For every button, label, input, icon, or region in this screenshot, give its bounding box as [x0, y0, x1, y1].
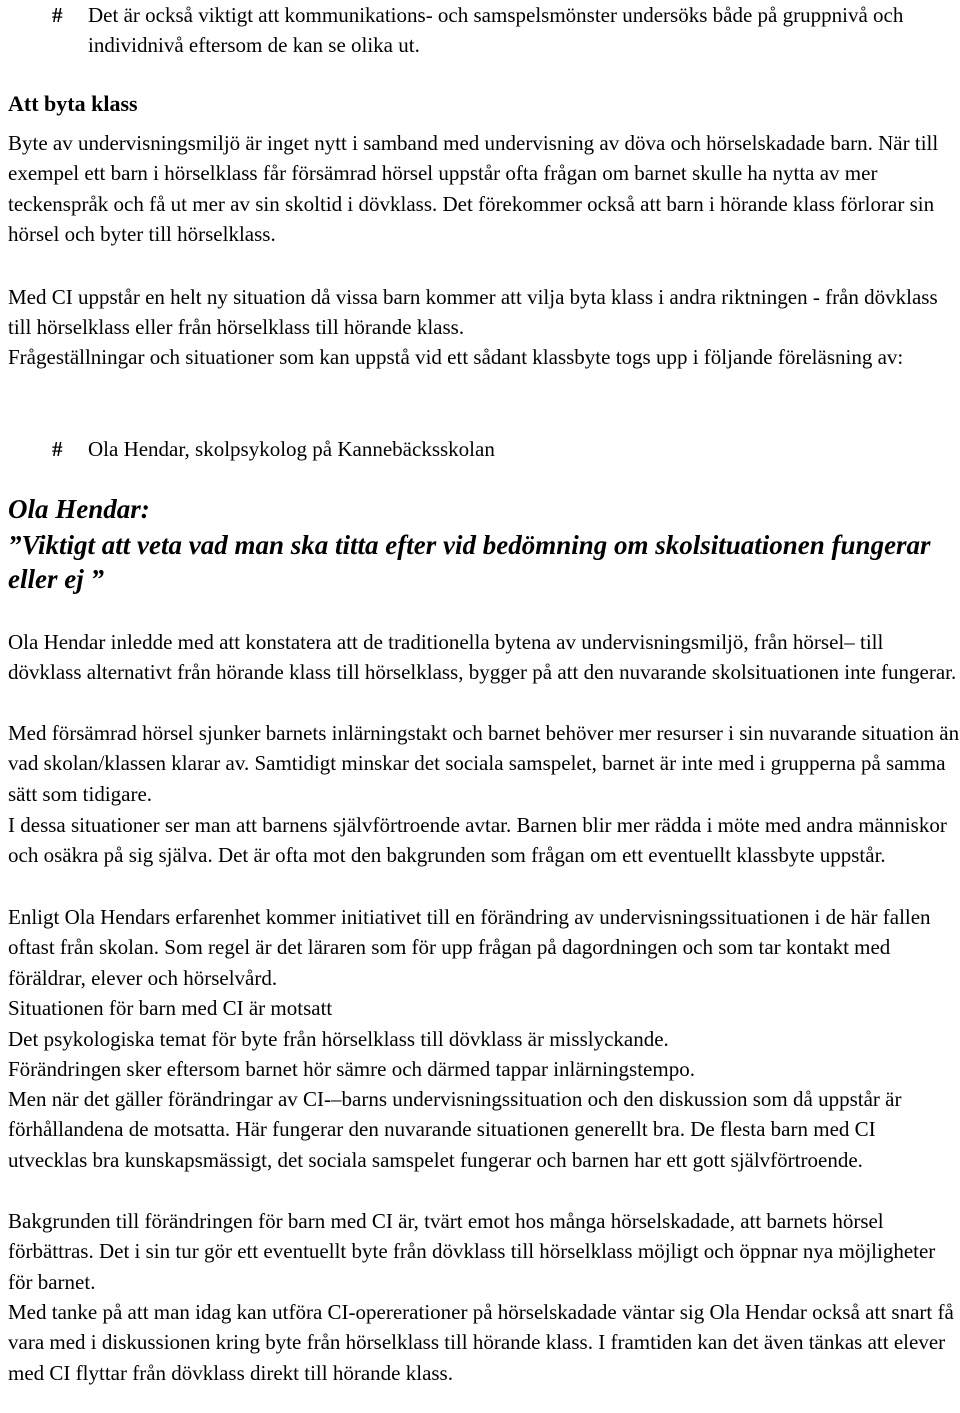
body-paragraph: Ola Hendar inledde med att konstatera att de traditionella bytena av undervisningsmiljö, från hörsel– till dövklass alternativt från hörande klass till hörselklass, bygger på att den nuvarande skolsituationen inte fungerar.: [8, 630, 957, 685]
section-paragraph: Med CI uppstår en helt ny situation då vissa barn kommer att vilja byta klass i andra riktningen - från dövklass till hörselklass eller från hörselklass till hörande klass.: [8, 285, 938, 340]
body-paragraph: I dessa situationer ser man att barnens självförtroende avtar. Barnen blir mer rädda i möte med andra människor och osäkra på sig själva. Det är ofta mot den bakgrunden som frågan om ett eventuellt klassbyte uppstår.: [8, 813, 947, 868]
bullet-text: Ola Hendar, skolpsykolog på Kannebäcksskolan: [88, 437, 495, 461]
body-paragraph: Situationen för barn med CI är motsatt: [8, 996, 333, 1020]
body-paragraph: Det psykologiska temat för byte från hörselklass till dövklass är misslyckande.: [8, 1027, 669, 1051]
section-heading: Att byta klass: [8, 91, 138, 116]
body-paragraph: Bakgrunden till förändringen för barn med CI är, tvärt emot hos många hörselskadade, att barnets hörsel förbättras. Det i sin tur gör ett eventuellt byte från dövklass till hörselklass möjligt och öppnar nya möjligheter för barnet.: [8, 1209, 936, 1294]
bullet-text: Det är också viktigt att kommunikations- och samspelsmönster undersöks både på gruppnivå och individnivå eftersom de kan se olika ut.: [88, 3, 904, 57]
body-paragraph: Med tanke på att man idag kan utföra CI-opererationer på hörselskadade väntar sig Ola Hendar också att snart få vara med i diskussionen kring byte från hörselklass till hörande klass. I framtiden kan det även tänkas att elever med CI flyttar från dövklass direkt till hörande klass.: [8, 1300, 954, 1385]
bullet-marker: #: [52, 3, 63, 27]
lecture-title-quote: ”Viktigt att veta vad man ska titta efter vid bedömning om skolsituationen fungerar eller ej ”: [8, 530, 931, 594]
speaker-name: Ola Hendar:: [8, 494, 150, 524]
bullet-marker: #: [52, 437, 63, 461]
body-paragraph: Men när det gäller förändringar av CI-–barns undervisningssituation och den diskussion som då uppstår är förhållandena de motsatta. Här fungerar den nuvarande situationen generellt bra. De flesta barn med CI utvecklas bra kunskapsmässigt, det sociala samspelet fungerar och barnen har ett gott självförtroende.: [8, 1087, 902, 1172]
section-paragraph: Byte av undervisningsmiljö är inget nytt i samband med undervisning av döva och hörselskadade barn. När till exempel ett barn i hörselklass får försämrad hörsel uppstår ofta frågan om barnet skulle ha nytta av mer teckenspråk och få ut mer av sin skoltid i dövklass. Det förekommer också att barn i hörande klass förlorar sin hörsel och byter till hörselklass.: [8, 131, 939, 247]
body-paragraph: Förändringen sker eftersom barnet hör sämre och därmed tappar inlärningstempo.: [8, 1057, 695, 1081]
body-paragraph: Enligt Ola Hendars erfarenhet kommer initiativet till en förändring av undervisningssituationen i de här fallen oftast från skolan. Som regel är det läraren som för upp frågan på dagordningen och som tar kontakt med föräldrar, elever och hörselvård.: [8, 905, 931, 990]
body-paragraph: Med försämrad hörsel sjunker barnets inlärningstakt och barnet behöver mer resurser i sin nuvarande situation än vad skolan/klassen klarar av. Samtidigt minskar det sociala samspelet, barnet är inte med i grupperna på samma sätt som tidigare.: [8, 721, 960, 806]
section-paragraph: Frågeställningar och situationer som kan uppstå vid ett sådant klassbyte togs upp i följande föreläsning av:: [8, 345, 904, 369]
